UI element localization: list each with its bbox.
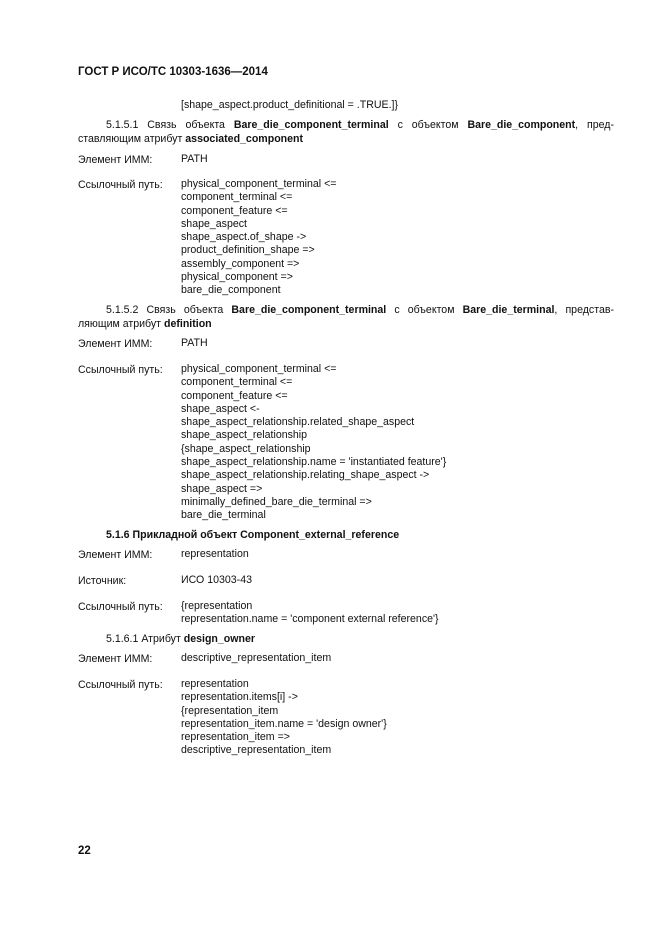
paragraph-line — [78, 318, 212, 330]
section-heading-5-1-6-1 — [106, 633, 255, 645]
text: с объектом — [388, 119, 468, 131]
source-value: ИСО 10303-43 — [181, 574, 252, 586]
entity-name: Component_external_reference — [240, 529, 400, 541]
mim-element-label: Элемент ИММ: — [78, 549, 153, 561]
mim-element-value: PATH — [181, 337, 208, 349]
mim-element-value: representation — [181, 548, 249, 560]
entity-name: Bare_die_component_terminal — [233, 119, 389, 131]
heading-text: 5.1.6.1 Атрибут — [106, 633, 184, 645]
mim-element-label: Элемент ИММ: — [78, 154, 153, 166]
paragraph-line — [78, 119, 614, 133]
entity-name: Bare_die_component_terminal — [231, 304, 387, 316]
path-line: {shape_aspect_relationship — [181, 442, 311, 455]
text: с объектом — [386, 304, 463, 316]
reference-path-block — [181, 600, 439, 627]
path-line: component_feature <= — [181, 389, 288, 402]
text: , пред- — [575, 119, 614, 131]
mim-element-value: PATH — [181, 153, 208, 165]
path-line: component_feature <= — [181, 204, 288, 217]
path-line: shape_aspect_relationship.name = 'instantiated feature'} — [181, 456, 447, 469]
path-line: shape_aspect <- — [181, 402, 260, 415]
section-heading-5-1-6 — [106, 529, 399, 541]
page-number: 22 — [78, 845, 91, 857]
text: 5.1.5.2 Связь объекта — [106, 304, 232, 316]
reference-path-label: Ссылочный путь: — [78, 601, 163, 613]
attribute-name: associated_component — [185, 132, 304, 145]
text: , представ- — [554, 304, 614, 316]
entity-name: Bare_die_terminal — [462, 304, 555, 316]
reference-path-block — [181, 678, 387, 758]
path-line: shape_aspect_relationship — [181, 429, 308, 442]
path-line: component_terminal <= — [181, 191, 293, 204]
reference-path-label: Ссылочный путь: — [78, 679, 163, 691]
attribute-name: design_owner — [183, 633, 255, 645]
path-line: component_terminal <= — [181, 376, 293, 389]
document-header: ГОСТ Р ИСО/ТС 10303-1636—2014 — [78, 66, 268, 78]
attribute-name: definition — [163, 317, 212, 330]
entity-name: Bare_die_component — [467, 119, 576, 131]
reference-path-block — [181, 178, 336, 298]
path-line: representation_item.name = 'design owner'} — [181, 717, 387, 730]
paragraph-line — [78, 304, 614, 318]
path-line: representation — [181, 678, 249, 690]
path-line: shape_aspect — [181, 217, 247, 230]
paragraph-line — [78, 133, 303, 145]
path-line: physical_component => — [181, 271, 293, 284]
text: ляющим атрибут — [78, 317, 164, 330]
path-line: shape_aspect_relationship.related_shape_aspect — [181, 416, 415, 429]
path-line: [shape_aspect.product_definitional = .TRUE.]} — [181, 99, 399, 111]
paragraph-5-1-5-1 — [78, 119, 614, 146]
reference-path-label: Ссылочный путь: — [78, 179, 163, 191]
text: 5.1.5.1 Связь объекта — [106, 119, 234, 131]
path-line: minimally_defined_bare_die_terminal => — [181, 495, 372, 508]
mim-element-label: Элемент ИММ: — [78, 338, 153, 350]
path-line: physical_component_terminal <= — [181, 178, 337, 190]
path-line: bare_die_component — [181, 284, 281, 297]
path-line: representation.name = 'component external reference'} — [181, 613, 439, 626]
mim-element-value: descriptive_representation_item — [181, 652, 332, 664]
path-line: representation.items[i] -> — [181, 691, 298, 704]
path-line: assembly_component => — [181, 257, 300, 270]
path-line: bare_die_terminal — [181, 509, 266, 522]
reference-path-block — [181, 363, 446, 523]
heading-text: 5.1.6 Прикладной объект — [106, 529, 241, 541]
path-line: {representation — [181, 600, 253, 612]
path-line: product_definition_shape => — [181, 244, 315, 257]
path-line: representation_item => — [181, 731, 290, 744]
path-line: shape_aspect => — [181, 482, 263, 495]
paragraph-5-1-5-2 — [78, 304, 614, 331]
path-line: physical_component_terminal <= — [181, 363, 337, 375]
path-line: shape_aspect.of_shape -> — [181, 231, 307, 244]
mim-element-label: Элемент ИММ: — [78, 653, 153, 665]
path-line: shape_aspect_relationship.relating_shape_aspect -> — [181, 469, 430, 482]
path-line: {representation_item — [181, 704, 279, 717]
path-line: descriptive_representation_item — [181, 744, 332, 757]
source-label: Источник: — [78, 575, 127, 587]
reference-path-label: Ссылочный путь: — [78, 364, 163, 376]
text: ставляющим атрибут — [78, 132, 186, 145]
